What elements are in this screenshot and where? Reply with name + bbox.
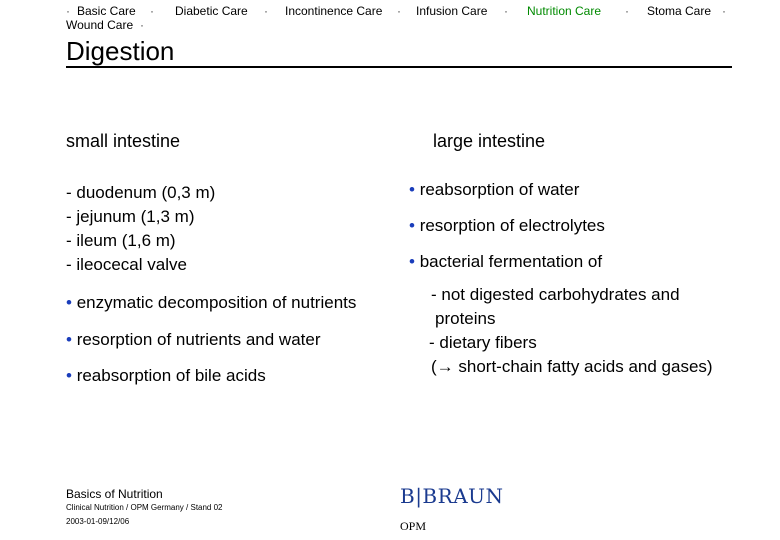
bullet-icon: • <box>66 330 72 349</box>
list-item: (→ short-chain fatty acids and gases) <box>431 357 713 376</box>
nav-separator: · <box>66 4 70 18</box>
small-intestine-heading: small intestine <box>66 131 181 151</box>
bullet-icon: • <box>409 180 415 199</box>
nav-basic-care[interactable]: Basic Care <box>77 4 136 18</box>
function-text: reabsorption of bile acids <box>76 366 266 385</box>
function-text: enzymatic decomposition of nutrients <box>76 293 357 312</box>
function-text: reabsorption of water <box>419 180 580 199</box>
list-item: - jejunum (1,3 m) <box>66 207 195 226</box>
bullet-icon: • <box>409 216 415 235</box>
bullet-icon: • <box>66 293 72 312</box>
function-text: bacterial fermentation of <box>419 252 603 271</box>
footer-meta: Clinical Nutrition / OPM Germany / Stand 02 <box>66 503 223 512</box>
small-intestine-function <box>66 366 266 386</box>
nav-separator: · <box>722 4 726 18</box>
nav-separator: · <box>625 4 629 18</box>
small-intestine-parts <box>66 181 215 277</box>
bullet-icon: • <box>66 366 72 385</box>
small-intestine-function <box>66 293 356 313</box>
footer-title: Basics of Nutrition <box>66 487 163 501</box>
large-intestine-heading: large intestine <box>433 131 546 151</box>
nav-separator: · <box>150 4 154 18</box>
opm-label: OPM <box>400 519 427 533</box>
nav-wound-care[interactable]: Wound Care <box>66 18 134 32</box>
list-item: - ileocecal valve <box>66 255 187 274</box>
title-underline <box>66 66 732 68</box>
list-item: - not digested carbohydrates and <box>431 285 680 304</box>
large-intestine-function <box>409 180 579 200</box>
list-item: - duodenum (0,3 m) <box>66 183 216 202</box>
braun-logo: B|BRAUN <box>400 484 504 508</box>
function-text: resorption of nutrients and water <box>76 330 321 349</box>
list-item: - ileum (1,6 m) <box>66 231 176 250</box>
nav-diabetic-care[interactable]: Diabetic Care <box>175 4 248 18</box>
large-intestine-function <box>409 216 605 236</box>
nav-separator: · <box>397 4 401 18</box>
footer-date: 2003-01-09/12/06 <box>66 517 130 526</box>
small-intestine-function <box>66 330 321 350</box>
large-intestine-function <box>409 252 602 272</box>
nav-nutrition-care[interactable]: Nutrition Care <box>527 4 602 18</box>
function-text: resorption of electrolytes <box>419 216 605 235</box>
list-item: - dietary fibers <box>429 333 537 352</box>
list-item: proteins <box>435 309 496 328</box>
nav-separator: · <box>504 4 508 18</box>
fermentation-details <box>400 283 713 379</box>
page-title: Digestion <box>66 36 175 66</box>
bullet-icon: • <box>409 252 415 271</box>
nav-infusion-care[interactable]: Infusion Care <box>416 4 488 18</box>
nav-incontinence-care[interactable]: Incontinence Care <box>285 4 383 18</box>
nav-separator: · <box>264 4 268 18</box>
nav-separator: · <box>140 18 144 32</box>
nav-stoma-care[interactable]: Stoma Care <box>647 4 712 18</box>
